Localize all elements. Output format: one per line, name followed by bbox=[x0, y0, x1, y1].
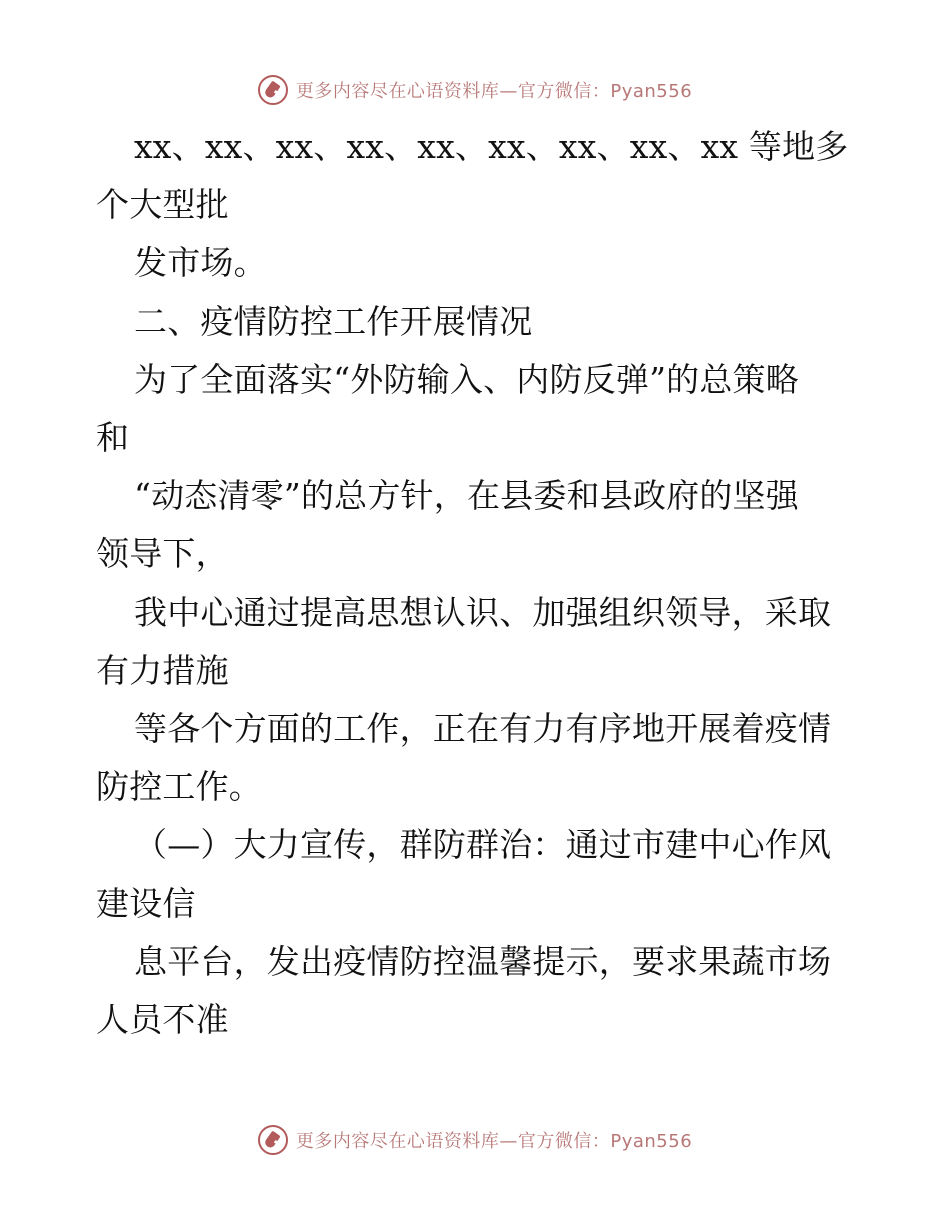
body-line-7: “动态清零”的总方针，在县委和县政府的坚强 bbox=[134, 476, 799, 516]
body-line-3: 发市场。 bbox=[134, 243, 267, 283]
subsection-heading-line: （—）大力宣传，群防群治：通过市建中心作风 bbox=[134, 825, 832, 865]
document-body bbox=[96, 118, 856, 1049]
pen-logo-icon bbox=[258, 75, 288, 105]
body-line-8: 领导下， bbox=[96, 534, 229, 574]
body-line-1: xx、xx、xx、xx、xx、xx、xx、xx、xx 等地多 bbox=[134, 127, 849, 166]
body-line-6: 和 bbox=[96, 418, 130, 458]
body-line-14: 建设信 bbox=[96, 883, 196, 923]
header-watermark bbox=[0, 70, 950, 110]
body-line-2: 个大型批 bbox=[96, 185, 229, 225]
pen-logo-icon bbox=[258, 1125, 288, 1155]
footer-watermark bbox=[0, 1120, 950, 1160]
body-line-16: 人员不准 bbox=[96, 1000, 229, 1040]
body-line-11: 等各个方面的工作，正在有力有序地开展着疫情 bbox=[134, 709, 832, 749]
footer-watermark-text: 更多内容尽在心语资料库—官方微信：Pyan556 bbox=[295, 1131, 693, 1152]
body-line-10: 有力措施 bbox=[96, 650, 229, 690]
body-line-5: 为了全面落实“外防输入、内防反弹”的总策略 bbox=[134, 359, 799, 399]
section-heading: 二、疫情防控工作开展情况 bbox=[134, 301, 533, 341]
body-line-12: 防控工作。 bbox=[96, 767, 262, 807]
body-line-15: 息平台，发出疫情防控温馨提示，要求果蔬市场 bbox=[134, 941, 832, 981]
body-line-9: 我中心通过提高思想认识、加强组织领导，采取 bbox=[134, 592, 832, 632]
header-watermark-text: 更多内容尽在心语资料库—官方微信：Pyan556 bbox=[295, 81, 693, 102]
